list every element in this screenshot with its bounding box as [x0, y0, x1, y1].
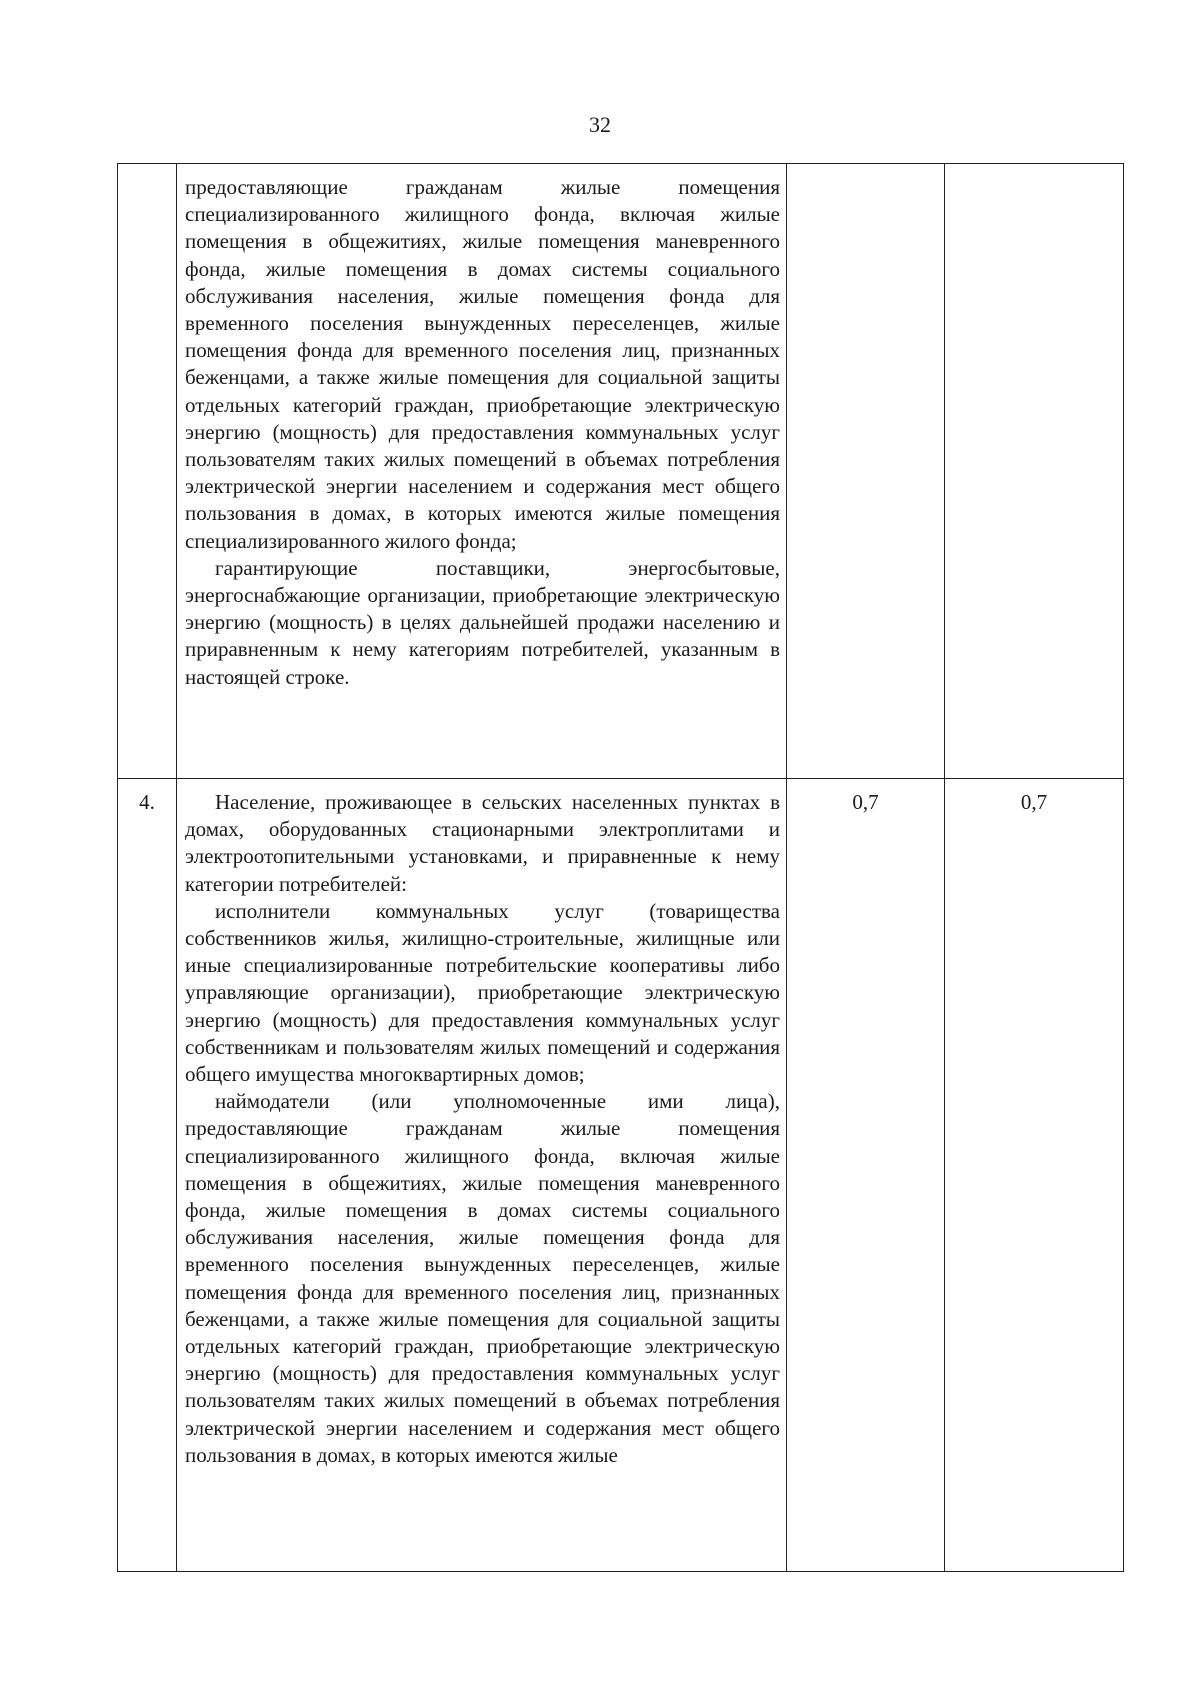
- description-paragraph: гарантирующие поставщики, энергосбытовые, энергоснабжающие организации, приобретающие электрическую энергию (мощность) в целях дальнейшей продажи населению и приравненным к нему категориям потребителей, указанным в настоящей строке.: [185, 555, 780, 689]
- row-description: [177, 779, 787, 1572]
- page-number: 32: [589, 112, 611, 137]
- description-paragraph: предоставляющие гражданам жилые помещения специализированного жилищного фонда, включая жилые помещения в общежитиях, жилые помещения маневренного фонда, жилые помещения в домах системы социального обслуживания населения, жилые помещения фонда для временного поселения вынужденных переселенцев, жилые помещения фонда для временного поселения лиц, признанных беженцами, а также жилые помещения для социальной защиты отдельных категорий граждан, приобретающие электрическую энергию (мощность) для предоставления коммунальных услуг пользователям таких жилых помещений в объемах потребления электрической энергии населением и содержания мест общего пользования в домах, в которых имеются жилые помещения специализированного жилого фонда;: [185, 175, 780, 553]
- row-value-1: [787, 164, 945, 779]
- row-value-2: 0,7: [945, 779, 1124, 1572]
- description-paragraph: Население, проживающее в сельских населенных пунктах в домах, оборудованных стационарными электроплитами и электроотопительными установками, и приравненные к нему категории потребителей:: [185, 790, 780, 896]
- description-paragraph: наймодатели (или уполномоченные ими лица), предоставляющие гражданам жилые помещения специализированного жилищного фонда, включая жилые помещения в общежитиях, жилые помещения маневренного фонда, жилые помещения в домах системы социального обслуживания населения, жилые помещения фонда для временного поселения вынужденных переселенцев, жилые помещения фонда для временного поселения лиц, признанных беженцами, а также жилые помещения для социальной защиты отдельных категорий граждан, приобретающие электрическую энергию (мощность) для предоставления коммунальных услуг пользователям таких жилых помещений в объемах потребления электрической энергии населением и содержания мест общего пользования в домах, в которых имеются жилые: [185, 1089, 780, 1467]
- row-value-1: 0,7: [787, 779, 945, 1572]
- row-number: 4.: [118, 779, 177, 1572]
- row-number: [118, 164, 177, 779]
- table-row: [118, 779, 1124, 1572]
- description-paragraph: исполнители коммунальных услуг (товарищества собственников жилья, жилищно-строительные, жилищные или иные специализированные потребительские кооперативы либо управляющие организации), приобретающие электрическую энергию (мощность) для предоставления коммунальных услуг собственникам и пользователям жилых помещений и содержания общего имущества многоквартирных домов;: [185, 898, 780, 1087]
- table-row: [118, 164, 1124, 779]
- row-value-2: [945, 164, 1124, 779]
- row-description: [177, 164, 787, 779]
- tariff-table: [117, 163, 1124, 1572]
